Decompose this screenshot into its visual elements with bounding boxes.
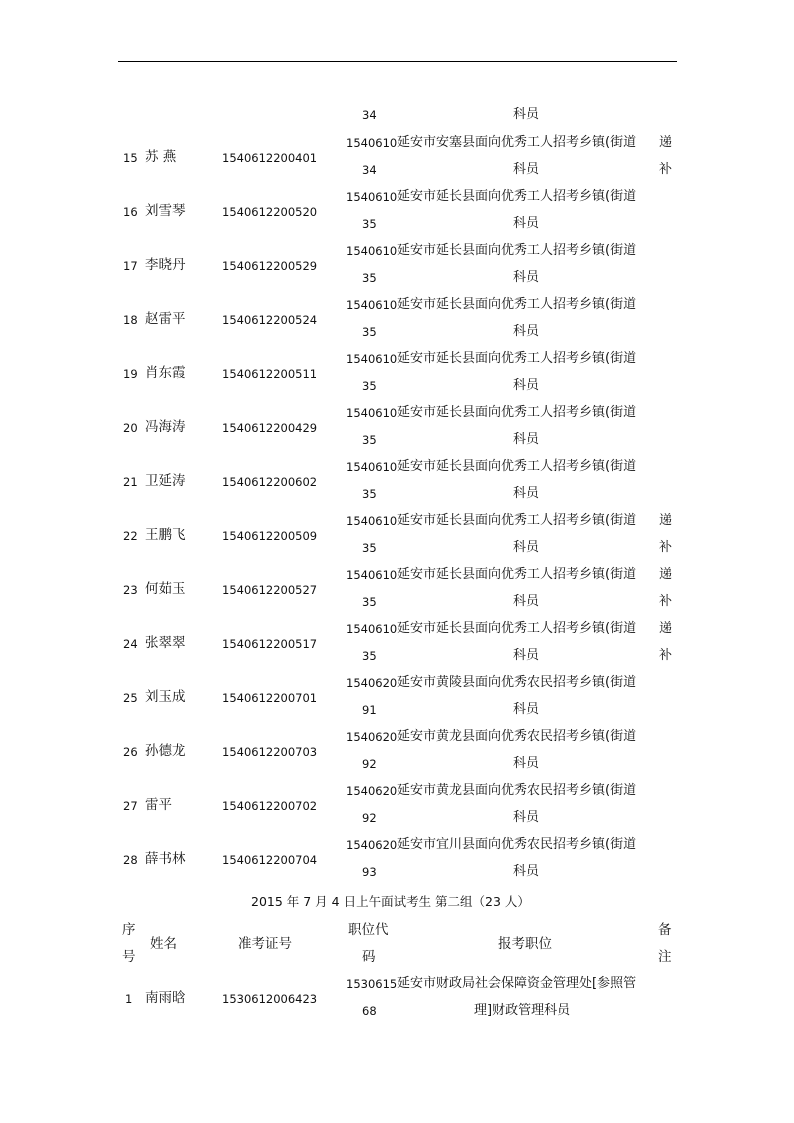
position-code-prefix: 1540610 bbox=[346, 352, 398, 366]
candidate-name: 南雨晗 bbox=[145, 990, 186, 1006]
position-title-line2: 科员 bbox=[513, 810, 540, 825]
position-code-prefix: 1540610 bbox=[346, 136, 398, 150]
exam-id: 1540612200704 bbox=[222, 853, 318, 867]
exam-id: 1540612200529 bbox=[222, 259, 318, 273]
remark-line2: 补 bbox=[659, 540, 673, 555]
position-code-suffix: 35 bbox=[362, 271, 377, 285]
exam-id: 1540612200429 bbox=[222, 421, 318, 435]
remark-line2: 补 bbox=[659, 162, 673, 177]
position-code-suffix: 35 bbox=[362, 541, 377, 555]
position-title-line2: 科员 bbox=[513, 540, 540, 555]
continued-code-suffix: 34 bbox=[362, 108, 377, 122]
header-no-line2: 号 bbox=[122, 949, 136, 965]
candidate-name: 李晓丹 bbox=[145, 257, 186, 273]
position-code-prefix: 1540620 bbox=[346, 784, 398, 798]
header-remark-line1: 备 bbox=[658, 922, 672, 938]
exam-id: 1540612200527 bbox=[222, 583, 318, 597]
header-code-line1: 职位代 bbox=[348, 922, 389, 938]
position-code-suffix: 93 bbox=[362, 865, 377, 879]
exam-id: 1540612200401 bbox=[222, 151, 318, 165]
position-title: 延安市延长县面向优秀工人招考乡镇(街道 bbox=[397, 459, 637, 474]
position-title-line2: 科员 bbox=[513, 702, 540, 717]
exam-id: 1530612006423 bbox=[222, 992, 318, 1006]
row-number: 15 bbox=[123, 151, 138, 165]
candidate-name: 刘玉成 bbox=[145, 689, 186, 705]
position-title-line2: 科员 bbox=[513, 648, 540, 663]
candidate-name: 卫延涛 bbox=[145, 473, 186, 489]
position-code-suffix: 35 bbox=[362, 325, 377, 339]
remark-line2: 补 bbox=[659, 594, 673, 609]
position-code-prefix: 1540610 bbox=[346, 622, 398, 636]
candidate-name: 何茹玉 bbox=[145, 581, 186, 597]
candidate-name: 雷平 bbox=[145, 797, 172, 813]
header-exam-id: 准考证号 bbox=[238, 936, 292, 952]
position-title: 延安市黄龙县面向优秀农民招考乡镇(街道 bbox=[397, 783, 637, 798]
position-code-suffix: 35 bbox=[362, 487, 377, 501]
position-code-prefix: 1540610 bbox=[346, 190, 398, 204]
position-code-prefix: 1540620 bbox=[346, 676, 398, 690]
position-title: 延安市延长县面向优秀工人招考乡镇(街道 bbox=[397, 351, 637, 366]
candidate-name: 刘雪琴 bbox=[145, 203, 186, 219]
position-title: 延安市延长县面向优秀工人招考乡镇(街道 bbox=[397, 567, 637, 582]
position-code-prefix: 1530615 bbox=[346, 977, 398, 991]
position-code-suffix: 35 bbox=[362, 595, 377, 609]
row-number: 26 bbox=[123, 745, 138, 759]
continued-position-line2: 科员 bbox=[513, 107, 540, 122]
candidate-name: 王鹏飞 bbox=[145, 527, 186, 543]
position-code-suffix: 35 bbox=[362, 433, 377, 447]
position-title-line2: 科员 bbox=[513, 486, 540, 501]
candidate-name: 苏 燕 bbox=[145, 149, 177, 165]
position-title-line2: 科员 bbox=[513, 864, 540, 879]
section-title: 2015 年 7 月 4 日上午面试考生 第二组（23 人） bbox=[251, 894, 530, 909]
position-title: 延安市延长县面向优秀工人招考乡镇(街道 bbox=[397, 621, 637, 636]
exam-id: 1540612200701 bbox=[222, 691, 318, 705]
row-number: 25 bbox=[123, 691, 138, 705]
exam-id: 1540612200602 bbox=[222, 475, 318, 489]
position-title: 延安市安塞县面向优秀工人招考乡镇(街道 bbox=[397, 135, 637, 150]
remark-line1: 递 bbox=[659, 135, 673, 150]
row-number: 17 bbox=[123, 259, 138, 273]
position-title: 延安市延长县面向优秀工人招考乡镇(街道 bbox=[397, 189, 637, 204]
row-number: 24 bbox=[123, 637, 138, 651]
row-number: 22 bbox=[123, 529, 138, 543]
position-code-prefix: 1540610 bbox=[346, 460, 398, 474]
remark-line2: 补 bbox=[659, 648, 673, 663]
row-number: 20 bbox=[123, 421, 138, 435]
row-number: 16 bbox=[123, 205, 138, 219]
position-title: 延安市延长县面向优秀工人招考乡镇(街道 bbox=[397, 297, 637, 312]
position-code-prefix: 1540620 bbox=[346, 838, 398, 852]
position-title: 延安市黄龙县面向优秀农民招考乡镇(街道 bbox=[397, 729, 637, 744]
exam-id: 1540612200509 bbox=[222, 529, 318, 543]
candidate-name: 肖东霞 bbox=[145, 365, 186, 381]
row-number: 19 bbox=[123, 367, 138, 381]
header-code-line2: 码 bbox=[362, 949, 376, 965]
position-code-suffix: 34 bbox=[362, 163, 377, 177]
header-position: 报考职位 bbox=[498, 936, 552, 952]
header-name: 姓名 bbox=[150, 936, 177, 952]
exam-id: 1540612200517 bbox=[222, 637, 318, 651]
position-title-line2: 科员 bbox=[513, 216, 540, 231]
position-title: 延安市宜川县面向优秀农民招考乡镇(街道 bbox=[397, 837, 637, 852]
remark-line1: 递 bbox=[659, 513, 673, 528]
exam-id: 1540612200524 bbox=[222, 313, 318, 327]
position-code-suffix: 35 bbox=[362, 649, 377, 663]
position-title-line2: 科员 bbox=[513, 756, 540, 771]
exam-id: 1540612200702 bbox=[222, 799, 318, 813]
position-title: 延安市延长县面向优秀工人招考乡镇(街道 bbox=[397, 243, 637, 258]
position-title: 延安市延长县面向优秀工人招考乡镇(街道 bbox=[397, 513, 637, 528]
position-code-suffix: 92 bbox=[362, 757, 377, 771]
position-code-suffix: 92 bbox=[362, 811, 377, 825]
row-number: 21 bbox=[123, 475, 138, 489]
position-code-suffix: 68 bbox=[362, 1004, 377, 1018]
exam-id: 1540612200520 bbox=[222, 205, 318, 219]
position-title: 延安市财政局社会保障资金管理处[参照管 bbox=[397, 976, 637, 991]
remark-line1: 递 bbox=[659, 567, 673, 582]
remark-line1: 递 bbox=[659, 621, 673, 636]
exam-id: 1540612200703 bbox=[222, 745, 318, 759]
position-code-suffix: 35 bbox=[362, 217, 377, 231]
position-code-suffix: 91 bbox=[362, 703, 377, 717]
position-code-prefix: 1540610 bbox=[346, 568, 398, 582]
candidate-name: 赵雷平 bbox=[145, 311, 186, 327]
position-title: 延安市延长县面向优秀工人招考乡镇(街道 bbox=[397, 405, 637, 420]
position-title-line2: 理]财政管理科员 bbox=[474, 1003, 571, 1018]
candidate-name: 冯海涛 bbox=[145, 419, 186, 435]
row-number: 23 bbox=[123, 583, 138, 597]
position-title-line2: 科员 bbox=[513, 432, 540, 447]
candidate-name: 薛书林 bbox=[145, 851, 186, 867]
row-number: 1 bbox=[125, 992, 133, 1006]
candidate-name: 张翠翠 bbox=[145, 635, 186, 651]
position-code-prefix: 1540610 bbox=[346, 514, 398, 528]
row-number: 27 bbox=[123, 799, 138, 813]
position-title-line2: 科员 bbox=[513, 594, 540, 609]
position-title-line2: 科员 bbox=[513, 270, 540, 285]
position-title-line2: 科员 bbox=[513, 378, 540, 393]
position-title-line2: 科员 bbox=[513, 324, 540, 339]
position-code-prefix: 1540610 bbox=[346, 244, 398, 258]
position-code-prefix: 1540610 bbox=[346, 406, 398, 420]
header-rule bbox=[118, 61, 677, 62]
header-no-line1: 序 bbox=[122, 922, 136, 938]
position-title: 延安市黄陵县面向优秀农民招考乡镇(街道 bbox=[397, 675, 637, 690]
position-code-prefix: 1540610 bbox=[346, 298, 398, 312]
position-title-line2: 科员 bbox=[513, 162, 540, 177]
row-number: 28 bbox=[123, 853, 138, 867]
position-code-prefix: 1540620 bbox=[346, 730, 398, 744]
candidate-name: 孙德龙 bbox=[145, 743, 186, 759]
row-number: 18 bbox=[123, 313, 138, 327]
exam-id: 1540612200511 bbox=[222, 367, 318, 381]
position-code-suffix: 35 bbox=[362, 379, 377, 393]
header-remark-line2: 注 bbox=[658, 949, 672, 965]
